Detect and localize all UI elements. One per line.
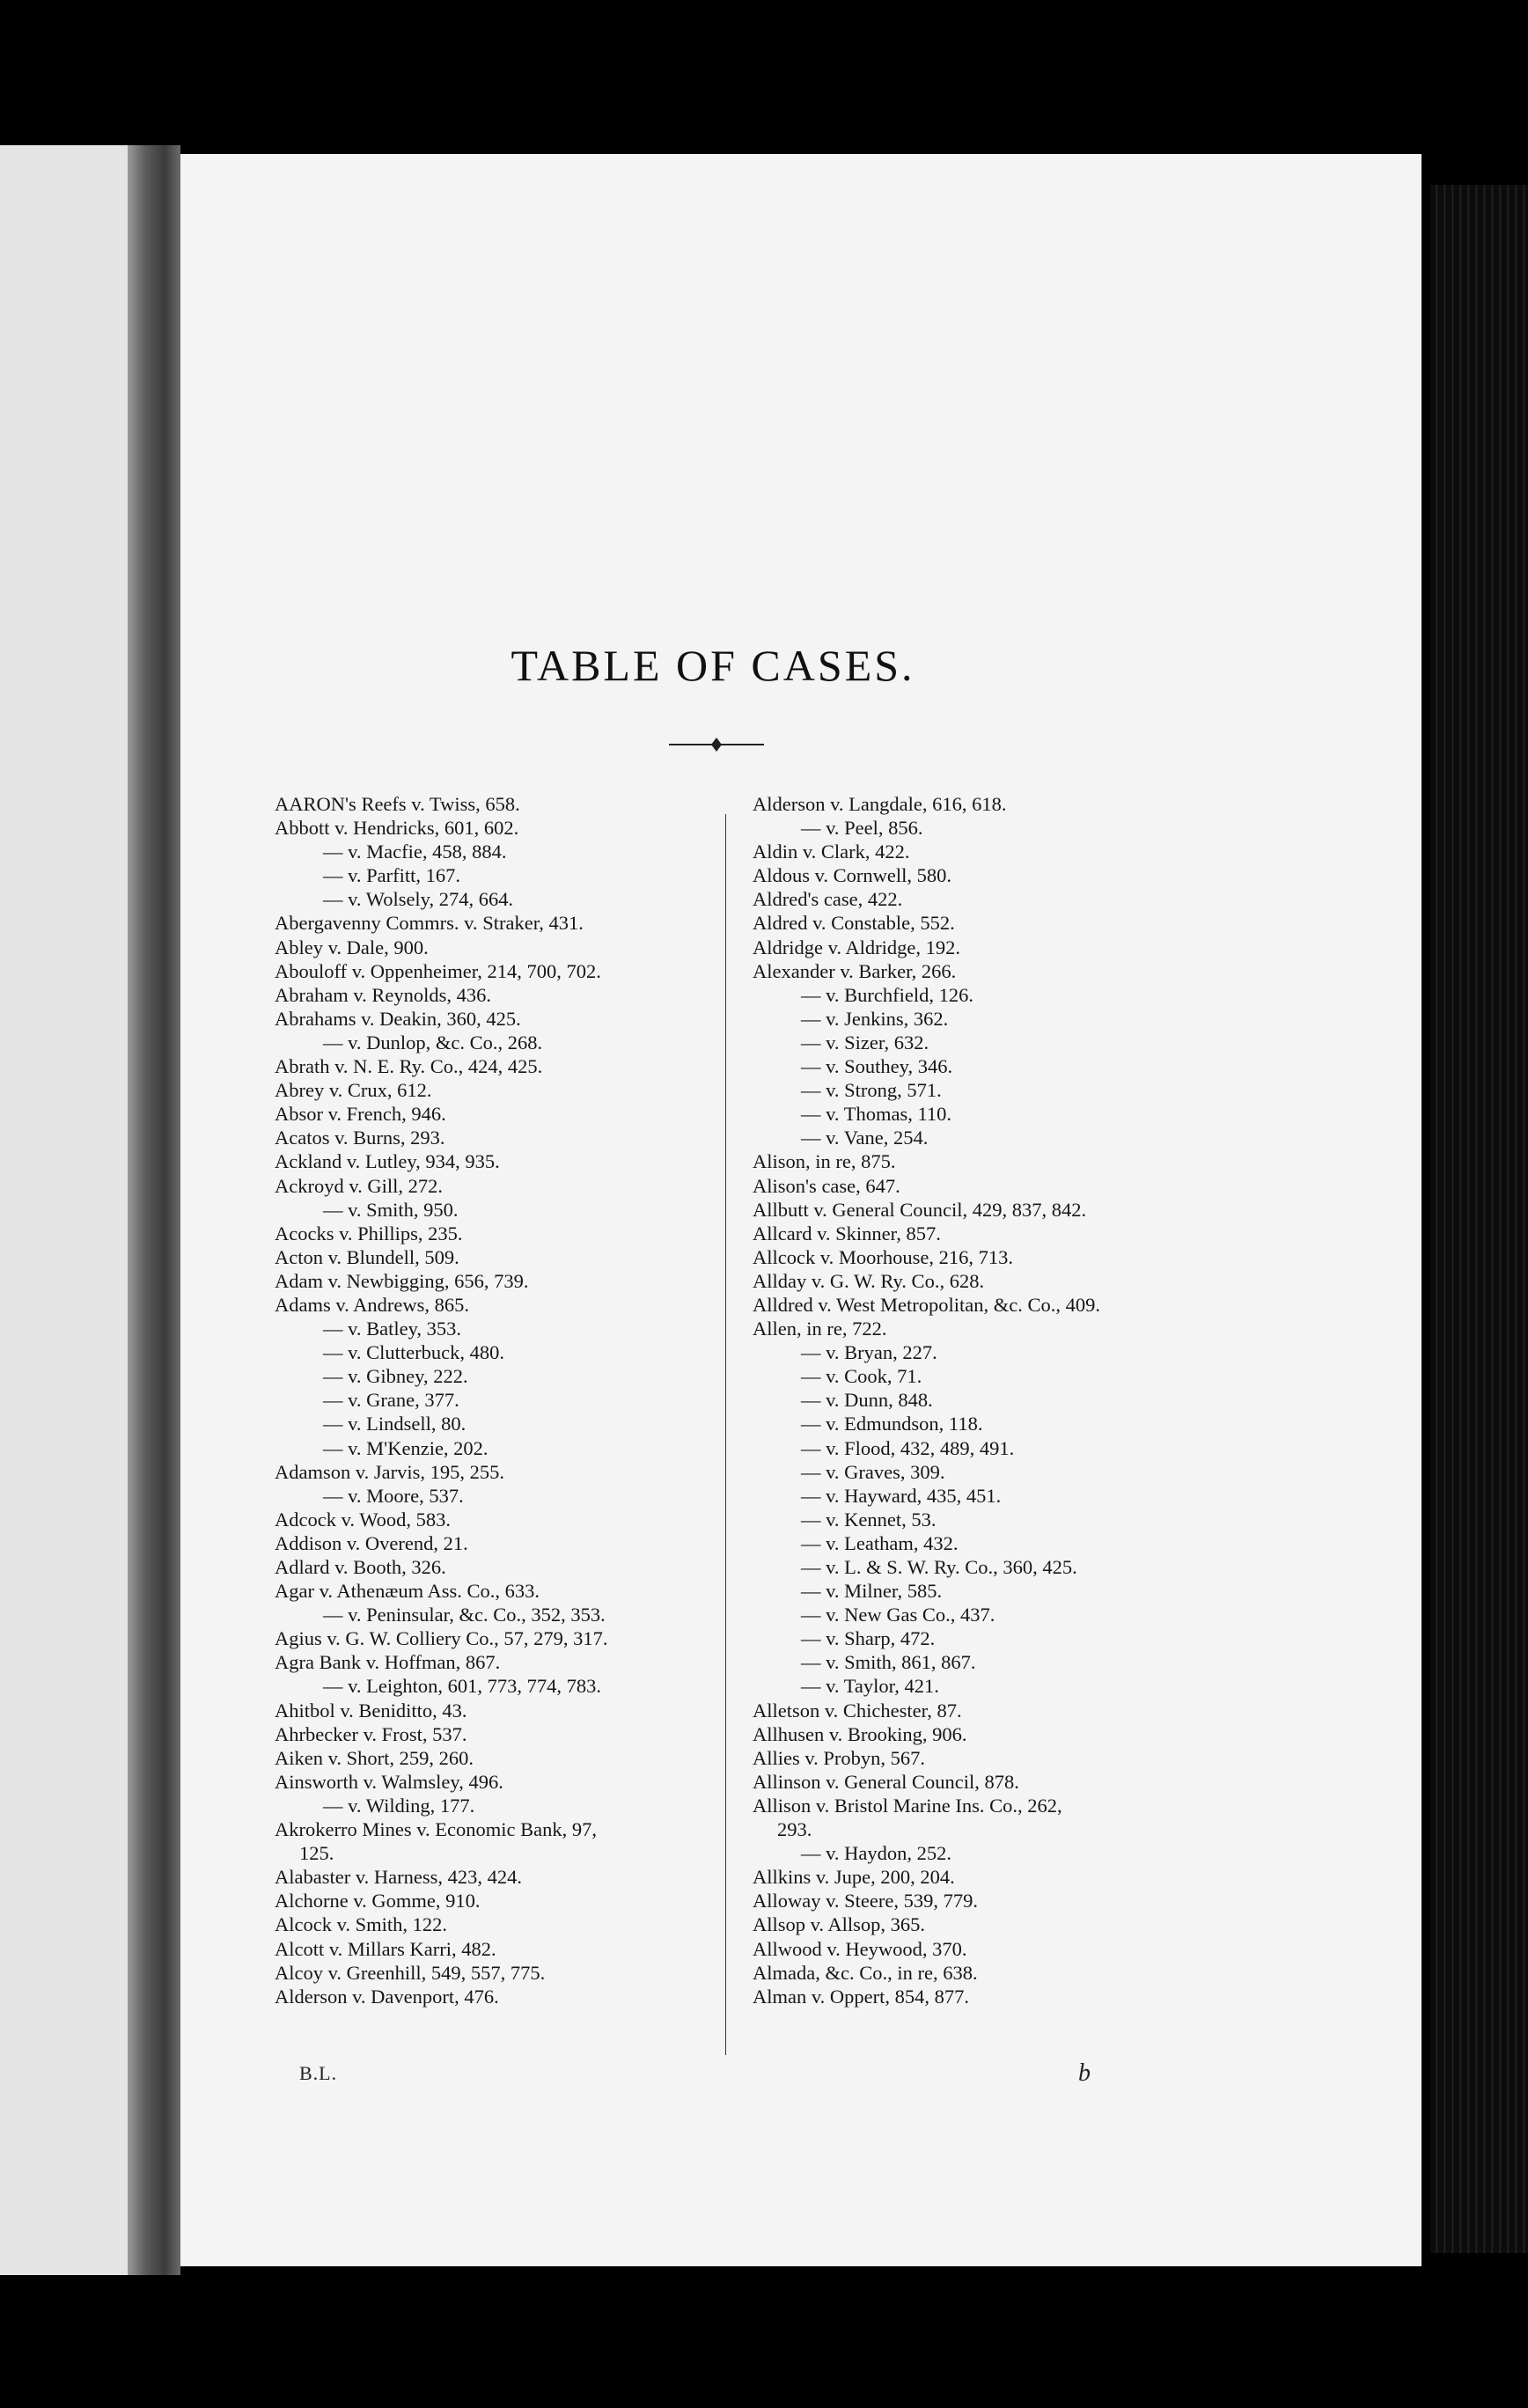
case-entry: — v. Kennet, 53.	[801, 1508, 937, 1531]
case-entry: Addison v. Overend, 21.	[275, 1531, 468, 1554]
cases-column-right	[753, 792, 1210, 2008]
case-entry: Allhusen v. Brooking, 906.	[753, 1722, 967, 1745]
case-entry: — v. Burchfield, 126.	[801, 983, 974, 1006]
case-entry: — v. Hayward, 435, 451.	[801, 1484, 1002, 1507]
signature-mark: B.L.	[299, 2062, 338, 2084]
case-entry: Agra Bank v. Hoffman, 867.	[275, 1651, 501, 1674]
case-entry: Akrokerro Mines v. Economic Bank, 97,	[275, 1818, 597, 1841]
case-entry: — v. Lindsell, 80.	[323, 1413, 466, 1435]
case-entry: Alcock v. Smith, 122.	[275, 1913, 448, 1936]
facing-page-edge	[0, 145, 128, 2275]
case-entry: — v. Leighton, 601, 773, 774, 783.	[323, 1675, 602, 1698]
case-entry: Abraham v. Reynolds, 436.	[275, 983, 492, 1006]
case-entry: Abley v. Dale, 900.	[275, 936, 429, 958]
case-entry: Ahitbol v. Beniditto, 43.	[275, 1699, 467, 1722]
case-entry: — v. Smith, 861, 867.	[801, 1651, 976, 1674]
case-entry: — v. Peel, 856.	[801, 817, 923, 840]
case-entry: Ahrbecker v. Frost, 537.	[275, 1722, 467, 1745]
case-entry: Allison v. Bristol Marine Ins. Co., 262,	[753, 1794, 1062, 1817]
case-entry: — v. Parfitt, 167.	[323, 864, 461, 887]
case-entry: — v. Sharp, 472.	[801, 1627, 936, 1650]
case-entry: Allinson v. General Council, 878.	[753, 1770, 1019, 1793]
case-entry: Allsop v. Allsop, 365.	[753, 1913, 926, 1936]
case-entry: 125.	[299, 1842, 334, 1865]
case-entry: — v. Bryan, 227.	[801, 1341, 937, 1364]
case-entry: Alison's case, 647.	[753, 1174, 900, 1197]
case-entry: Alloway v. Steere, 539, 779.	[753, 1890, 978, 1912]
case-entry: 293.	[777, 1818, 812, 1841]
case-entry: Abrath v. N. E. Ry. Co., 424, 425.	[275, 1055, 543, 1078]
page-stack-edge	[1430, 185, 1528, 2253]
case-entry: Alderson v. Langdale, 616, 618.	[753, 793, 1007, 815]
case-entry: — v. Wilding, 177.	[323, 1794, 475, 1817]
case-entry: Allkins v. Jupe, 200, 204.	[753, 1866, 955, 1889]
case-entry: — v. Leatham, 432.	[801, 1531, 959, 1554]
case-entry: Alchorne v. Gomme, 910.	[275, 1890, 481, 1912]
case-entry: Acton v. Blundell, 509.	[275, 1245, 459, 1268]
case-entry: Almada, &c. Co., in re, 638.	[753, 1961, 978, 1984]
case-entry: AARON's Reefs v. Twiss, 658.	[275, 793, 520, 815]
case-entry: — v. Flood, 432, 489, 491.	[801, 1436, 1015, 1459]
case-entry: Adams v. Andrews, 865.	[275, 1293, 470, 1316]
case-entry: — v. Moore, 537.	[323, 1484, 464, 1507]
gathering-mark: b	[1078, 2059, 1091, 2087]
case-entry: Abbott v. Hendricks, 601, 602.	[275, 817, 519, 840]
case-entry: — v. Sizer, 632.	[801, 1031, 929, 1054]
case-entry: — v. Clutterbuck, 480.	[323, 1341, 505, 1364]
case-entry: Adam v. Newbigging, 656, 739.	[275, 1269, 529, 1292]
case-entry: Alcoy v. Greenhill, 549, 557, 775.	[275, 1961, 546, 1984]
case-entry: — v. Peninsular, &c. Co., 352, 353.	[323, 1604, 606, 1626]
case-entry: Abrahams v. Deakin, 360, 425.	[275, 1007, 521, 1030]
case-entry: Abrey v. Crux, 612.	[275, 1079, 432, 1102]
case-entry: Adcock v. Wood, 583.	[275, 1508, 452, 1531]
case-entry: — v. Batley, 353.	[323, 1318, 462, 1340]
case-entry: Adamson v. Jarvis, 195, 255.	[275, 1460, 505, 1483]
case-entry: Allwood v. Heywood, 370.	[753, 1937, 967, 1960]
case-entry: Agar v. Athenæum Ass. Co., 633.	[275, 1580, 540, 1603]
case-entry: — v. Graves, 309.	[801, 1460, 945, 1483]
cases-column-left	[275, 792, 715, 2008]
case-entry: Aiken v. Short, 259, 260.	[275, 1746, 474, 1769]
case-entry: Acocks v. Phillips, 235.	[275, 1222, 463, 1244]
case-entry: Agius v. G. W. Colliery Co., 57, 279, 317.	[275, 1627, 608, 1650]
case-entry: — v. Cook, 71.	[801, 1365, 922, 1388]
case-entry: — v. Wolsely, 274, 664.	[323, 888, 514, 911]
case-entry: — v. Macfie, 458, 884.	[323, 841, 507, 863]
case-entry: Absor v. French, 946.	[275, 1103, 446, 1126]
case-entry: — v. Haydon, 252.	[801, 1842, 952, 1865]
case-entry: Alabaster v. Harness, 423, 424.	[275, 1866, 522, 1889]
case-entry: Ackroyd v. Gill, 272.	[275, 1174, 444, 1197]
case-entry: — v. L. & S. W. Ry. Co., 360, 425.	[801, 1556, 1077, 1578]
case-entry: Allcock v. Moorhouse, 216, 713.	[753, 1245, 1014, 1268]
case-entry: Ackland v. Lutley, 934, 935.	[275, 1150, 500, 1173]
case-entry: Aldred's case, 422.	[753, 888, 903, 911]
case-entry: — v. Strong, 571.	[801, 1079, 942, 1102]
case-entry: Allcard v. Skinner, 857.	[753, 1222, 941, 1244]
case-entry: Alderson v. Davenport, 476.	[275, 1985, 499, 2008]
case-entry: — v. Grane, 377.	[323, 1389, 459, 1412]
case-entry: Alman v. Oppert, 854, 877.	[753, 1985, 970, 2008]
case-entry: Aldous v. Cornwell, 580.	[753, 864, 952, 887]
case-entry: Alletson v. Chichester, 87.	[753, 1699, 962, 1722]
case-entry: Allen, in re, 722.	[753, 1318, 887, 1340]
case-entry: — v. Smith, 950.	[323, 1198, 459, 1221]
case-entry: — v. Taylor, 421.	[801, 1675, 939, 1698]
case-entry: — v. Vane, 254.	[801, 1127, 929, 1149]
book-spine	[128, 145, 180, 2275]
case-entry: — v. Southey, 346.	[801, 1055, 953, 1078]
case-entry: Aldridge v. Aldridge, 192.	[753, 936, 961, 958]
case-entry: Alldred v. West Metropolitan, &c. Co., 409.	[753, 1293, 1101, 1316]
case-entry: Abouloff v. Oppenheimer, 214, 700, 702.	[275, 959, 601, 982]
case-entry: Allies v. Probyn, 567.	[753, 1746, 926, 1769]
case-entry: — v. New Gas Co., 437.	[801, 1604, 995, 1626]
case-entry: — v. Milner, 585.	[801, 1580, 943, 1603]
case-entry: Abergavenny Commrs. v. Straker, 431.	[275, 912, 584, 935]
case-entry: — v. Dunn, 848.	[801, 1389, 933, 1412]
case-entry: Ainsworth v. Walmsley, 496.	[275, 1770, 503, 1793]
case-entry: — v. Gibney, 222.	[323, 1365, 468, 1388]
case-entry: — v. Edmundson, 118.	[801, 1413, 983, 1435]
case-entry: Allbutt v. General Council, 429, 837, 842.	[753, 1198, 1087, 1221]
case-entry: — v. Jenkins, 362.	[801, 1007, 949, 1030]
column-divider	[725, 814, 726, 2055]
case-entry: Acatos v. Burns, 293.	[275, 1127, 445, 1149]
case-entry: Allday v. G. W. Ry. Co., 628.	[753, 1269, 985, 1292]
case-entry: Aldin v. Clark, 422.	[753, 841, 910, 863]
case-entry: — v. Dunlop, &c. Co., 268.	[323, 1031, 543, 1054]
case-entry: Alison, in re, 875.	[753, 1150, 896, 1173]
ornament-divider-icon	[669, 736, 764, 753]
case-entry: Alcott v. Millars Karri, 482.	[275, 1937, 496, 1960]
page-title: TABLE OF CASES.	[511, 641, 915, 690]
case-entry: — v. Thomas, 110.	[801, 1103, 952, 1126]
case-entry: — v. M'Kenzie, 202.	[323, 1436, 489, 1459]
case-entry: Aldred v. Constable, 552.	[753, 912, 955, 935]
case-entry: Alexander v. Barker, 266.	[753, 959, 957, 982]
case-entry: Adlard v. Booth, 326.	[275, 1556, 446, 1578]
